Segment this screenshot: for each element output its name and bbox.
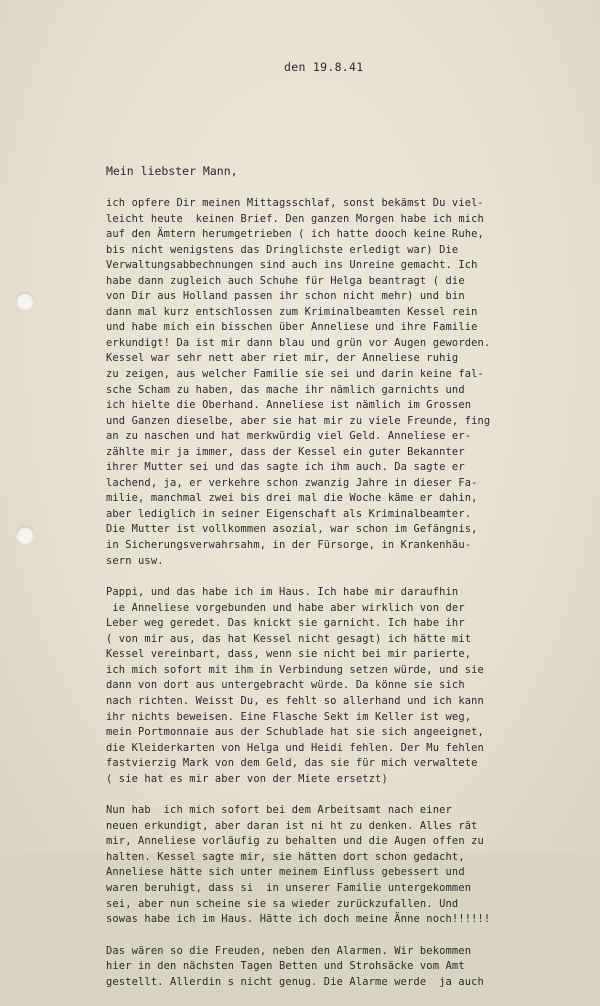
letter-paragraph [106, 585, 576, 787]
letter-line: ich mich sofort mit ihm in Verbindung setzen würde, und sie [106, 663, 484, 676]
letter-line: und habe mich ein bisschen über Anneliese und ihre Familie [106, 321, 478, 334]
letter-line: hier in den nächsten Tagen Betten und Strohsäcke vom Amt [106, 960, 465, 973]
letter-line: fastvierzig Mark von dem Geld, das sie für mich verwaltete [106, 757, 478, 770]
letter-line: mir, Anneliese vorläufig zu behalten und die Augen offen zu [106, 835, 484, 848]
letter-line: auf den Ämtern herumgetrieben ( ich hatte dooch keine Ruhe, [106, 228, 484, 241]
letter-line: ich opfere Dir meinen Mittagsschlaf, sonst bekämst Du viel- [106, 197, 484, 209]
letter-line: sei, aber nun scheine sie sa wieder zurückzufallen. Und [106, 897, 459, 910]
letter-line: erkundigt! Da ist mir dann blau und grün vor Augen geworden. [106, 336, 491, 349]
letter-line: dann mal kurz entschlossen zum Kriminalbeamten Kessel rein [106, 305, 478, 318]
letter-line: von Dir aus Holland passen ihr schon nicht mehr) und bin [106, 290, 465, 303]
punch-hole [16, 526, 34, 544]
letter-line: lachend, ja, er verkehre schon zwanzig Jahre in dieser Fa- [106, 476, 478, 489]
letter-line: Pappi, und das habe ich im Haus. Ich habe mir daraufhin [106, 586, 459, 599]
letter-line: habe dann zugleich auch Schuhe für Helga beantragt ( die [106, 274, 465, 287]
letter-line: gestellt. Allerdin s nicht genug. Die Alarme werde ja auch [106, 975, 484, 988]
letter-line: Leber weg geredet. Das knickt sie garnicht. Ich habe ihr [106, 617, 465, 630]
letter-body [106, 196, 576, 1006]
letter-line: ihrer Mutter sei und das sagte ich ihm auch. Da sagte er [106, 461, 465, 474]
letter-line: milie, manchmal zwei bis drei mal die Woche käme er dahin, [106, 492, 478, 505]
letter-line: Anneliese hätte sich unter meinem Einfluss gebessert und [106, 866, 465, 879]
letter-line: zählte mir ja immer, dass der Kessel ein guter Bekannter [106, 445, 465, 458]
letter-line: Das wären so die Freuden, neben den Alarmen. Wir bekommen [106, 944, 472, 957]
letter-line: nach richten. Weisst Du, es fehlt so allerhand und ich kann [106, 694, 484, 707]
letter-line: waren beruhigt, dass si in unserer Familie untergekommen [106, 881, 472, 894]
letter-paragraph [106, 944, 576, 991]
letter-line: sowas habe ich im Haus. Hätte ich doch meine Änne noch!!!!!! [106, 913, 491, 926]
letter-line: ( sie hat es mir aber von der Miete ersetzt) [106, 772, 388, 785]
letter-line: die Kleiderkarten von Helga und Heidi fehlen. Der Mu fehlen [106, 741, 484, 754]
letter-salutation: Mein liebster Mann, [106, 164, 238, 178]
letter-line: Die Mutter ist vollkommen asozial, war schon im Gefängnis, [106, 523, 478, 536]
letter-line: sern usw. [106, 554, 164, 567]
letter-line: an zu naschen und hat merkwürdig viel Geld. Anneliese er- [106, 430, 472, 443]
letter-line: leicht heute keinen Brief. Den ganzen Morgen habe ich mich [106, 212, 484, 225]
letter-line: bis nicht wenigstens das Dringlichste erledigt war) Die [106, 243, 459, 256]
letter-line: und Ganzen dieselbe, aber sie hat mir zu viele Freunde, fing [106, 414, 491, 427]
letter-line: ie Anneliese vorgebunden und habe aber wirklich von der [106, 601, 465, 614]
letter-line: neuen erkundigt, aber daran ist ni ht zu denken. Alles rät [106, 819, 478, 832]
letter-line: mein Portmonnaie aus der Schublade hat sie sich angeeignet, [106, 726, 484, 739]
letter-line: Verwaltungsabbechnungen sind auch ins Unreine gemacht. Ich [106, 259, 478, 272]
letter-line: Nun hab ich mich sofort bei dem Arbeitsamt nach einer [106, 804, 452, 817]
letter-line: zu zeigen, aus welcher Familie sie sei und darin keine fal- [106, 368, 484, 381]
letter-date: den 19.8.41 [284, 60, 364, 74]
letter-paragraph [106, 196, 576, 569]
punch-hole [16, 292, 34, 310]
letter-line: halten. Kessel sagte mir, sie hätten dort schon gedacht, [106, 850, 465, 863]
letter-line: sche Scham zu haben, das mache ihr nämlich garnichts und [106, 383, 465, 396]
letter-line: ihr nichts beweisen. Eine Flasche Sekt im Keller ist weg, [106, 710, 472, 723]
letter-line: aber lediglich in seiner Eigenschaft als Kriminalbeamter. [106, 507, 472, 520]
letter-line: Kessel vereinbart, dass, wenn sie nicht bei mir parierte, [106, 648, 472, 661]
letter-paragraph [106, 803, 576, 927]
letter-line: ich hielte die Oberhand. Anneliese ist nämlich im Grossen [106, 399, 472, 412]
letter-line: in Sicherungsverwahrsahm, in der Fürsorge, in Krankenhäu- [106, 539, 472, 552]
letter-line: Kessel war sehr nett aber riet mir, der Anneliese ruhig [106, 352, 459, 365]
letter-line: dann von dort aus untergebracht würde. Da könne sie sich [106, 679, 465, 692]
letter-line: ( von mir aus, das hat Kessel nicht gesagt) ich hätte mit [106, 632, 472, 645]
